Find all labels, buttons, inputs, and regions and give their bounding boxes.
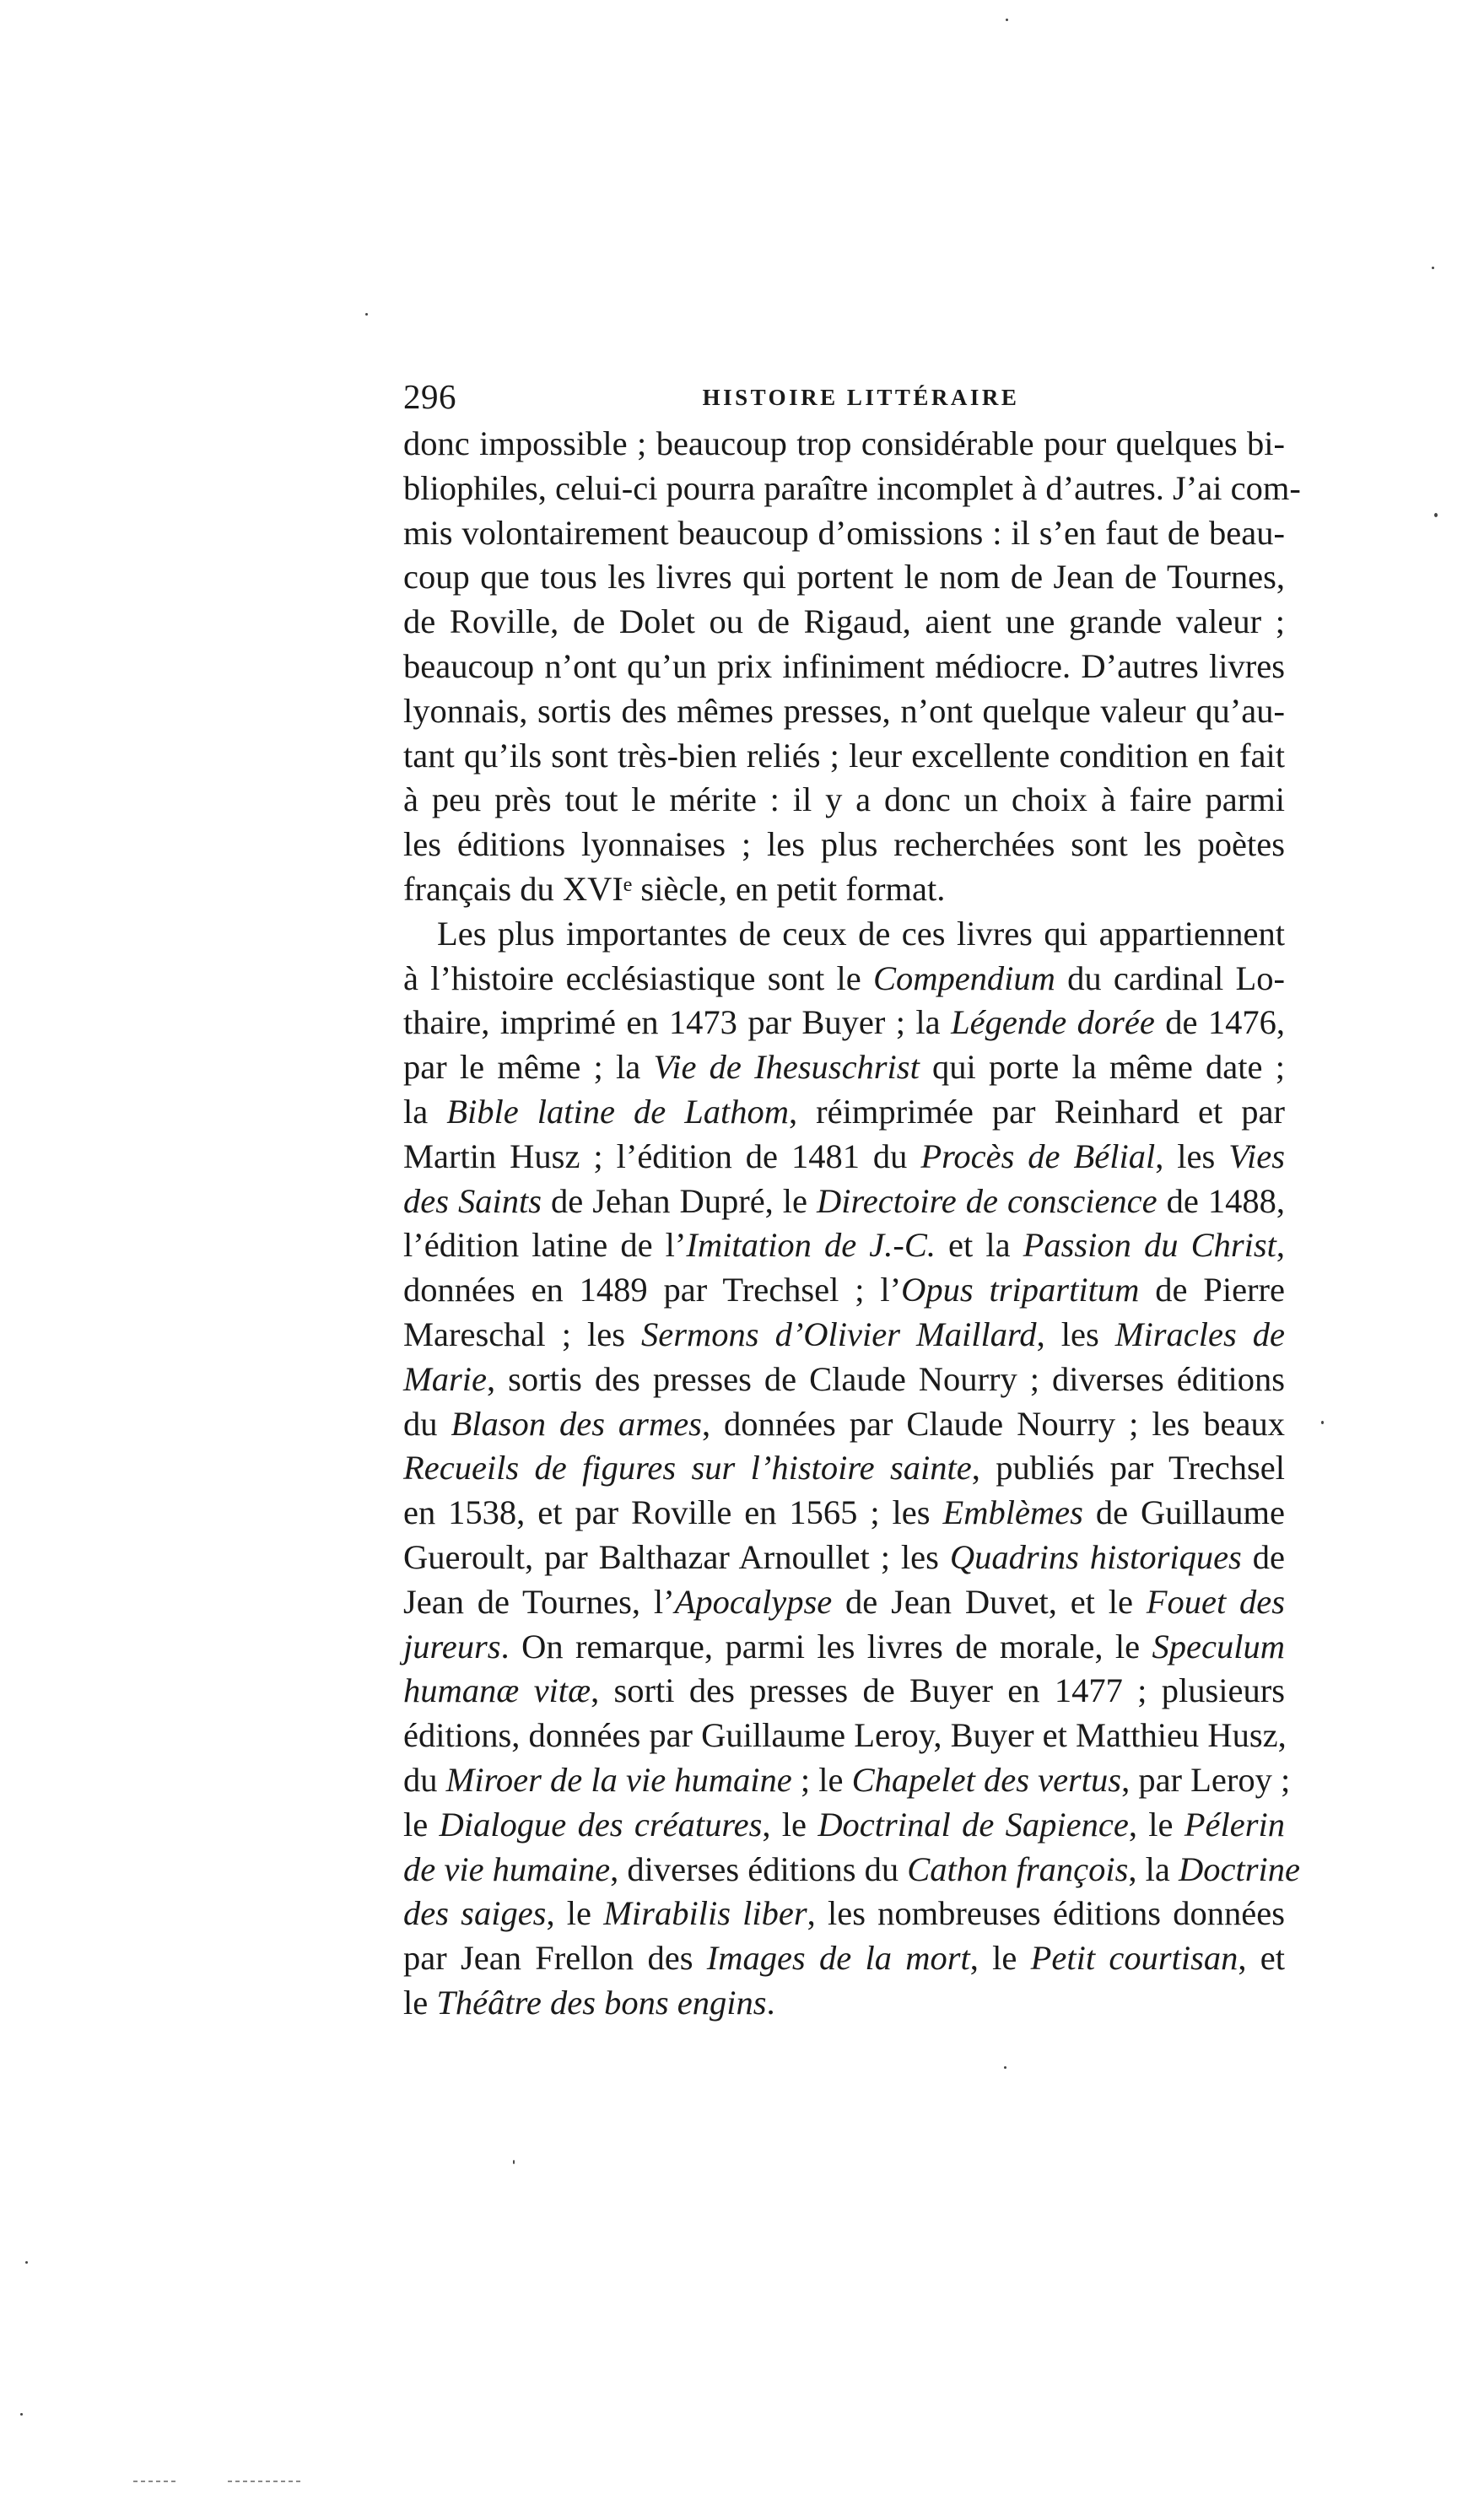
text-line [403,1625,1285,1670]
text-run: de Jehan Dupré, le [542,1181,818,1220]
italic-title: Opus tripartitum [901,1271,1140,1309]
italic-title: Cathon françois [907,1849,1129,1888]
italic-title: Directoire de conscience [817,1181,1158,1220]
italic-title: Légende dorée [951,1003,1155,1042]
text-run: , la [1128,1849,1179,1888]
text-run: en 1538, et par Roville en 1565 ; les [403,1493,943,1532]
text-line [403,1981,1285,2026]
text-line [403,823,1285,867]
text-run: bliophiles, celui-ci pourra paraître incomplet à d’autres. J’ai com- [403,468,1301,507]
text-run: , données par Claude Nourry ; les beaux [701,1404,1285,1443]
text-line [403,1536,1285,1580]
text-run: , le [546,1894,604,1933]
text-run: de 1488, [1157,1181,1285,1220]
italic-title: Vies [1228,1136,1285,1175]
text-line [403,1001,1285,1045]
text-run: . [766,1983,775,2022]
italic-title: Marie [403,1359,487,1398]
text-run: lyonnais, sortis des mêmes presses, n’ont quelque valeur qu’au- [403,691,1285,730]
text-run: de Roville, de Dolet ou de Rigaud, aient une grande valeur ; [403,602,1285,641]
text-line [403,1669,1285,1714]
page-number: 296 [403,377,456,416]
italic-title: Apocalypse [674,1582,833,1621]
text-line [403,467,1301,511]
text-line [403,1758,1291,1803]
text-run: Martin Husz ; l’édition de 1481 du [403,1136,921,1175]
italic-title: Imitation de J.-C. [686,1226,936,1265]
text-line [403,1446,1285,1491]
italic-title: Dialogue des créatures [439,1805,763,1844]
scan-speck [513,2160,515,2164]
text-line [403,1090,1285,1135]
italic-title: Doctrinal de Sapience [818,1805,1129,1844]
text-line [403,1892,1285,1936]
italic-title: jureurs [403,1627,501,1666]
italic-title: Vie de Ihesuschrist [653,1048,920,1087]
italic-title: Chapelet des vertus [851,1760,1122,1799]
text-run: mis volontairement beaucoup d’omissions : il s’en faut de beau- [403,513,1285,552]
text-run: par Jean Frellon des [403,1939,707,1978]
italic-title: Petit courtisan [1030,1939,1238,1978]
scan-speck [365,313,368,316]
text-run: Mareschal ; les [403,1315,642,1353]
italic-title: Quadrins historiques [949,1537,1242,1576]
text-run: , réimprimée par Reinhard et par [789,1092,1285,1131]
scan-speck [1006,19,1008,21]
text-line [403,689,1285,734]
text-run: thaire, imprimé en 1473 par Buyer ; la [403,1003,952,1042]
text-run: le [403,1805,440,1844]
italic-title: des Saints [403,1181,542,1220]
text-run: , publiés par Trechsel [971,1449,1285,1487]
text-line [403,1803,1285,1848]
text-run: par le même ; la [403,1048,654,1087]
italic-title: Doctrine [1179,1849,1300,1888]
text-line [403,645,1285,689]
text-run: Jean de Tournes, l’ [403,1582,675,1621]
italic-title: Blason des armes [451,1404,702,1443]
text-run: de Guillaume [1082,1493,1285,1532]
text-line [403,511,1285,556]
italic-title: Miroer de la vie humaine [445,1760,792,1799]
text-line [403,734,1285,779]
text-line [403,1580,1285,1625]
text-run: l’édition latine de l’ [403,1226,687,1265]
italic-title: Miracles de [1114,1315,1285,1353]
text-run: donc impossible ; beaucoup trop considérable pour quelques bi- [403,424,1285,462]
italic-title: Bible latine de Lathom [446,1092,790,1131]
text-line [403,1848,1300,1892]
paragraph-2 [403,912,1300,2026]
text-line [403,1714,1285,1758]
text-run: , les nombreuses éditions données [807,1894,1285,1933]
text-run: , les [1155,1136,1229,1175]
text-run: éditions, données par Guillaume Leroy, Buyer et Matthieu Husz, [403,1716,1287,1755]
text-run: du cardinal Lo- [1055,958,1285,997]
text-run: tant qu’ils sont très-bien reliés ; leur excellente condition en fait [403,736,1285,775]
italic-title: Images de la mort [706,1939,970,1978]
italic-title: de vie humaine [403,1849,611,1888]
text-run: , diverses éditions du [610,1849,908,1888]
bottom-scan-rule [133,2481,175,2482]
text-run: données en 1489 par Trechsel ; l’ [403,1271,902,1309]
italic-title: Pélerin [1184,1805,1286,1844]
text-line [403,600,1285,645]
body-text [403,422,1301,2026]
text-line [403,1358,1285,1402]
text-run: , les [1036,1315,1115,1353]
italic-title: des saiges [403,1894,547,1933]
text-run: beaucoup n’ont qu’un prix infiniment médiocre. D’autres livres [403,646,1285,685]
running-title: HISTOIRE LITTÉRAIRE [702,385,1020,410]
text-run: Les plus importantes de ceux de ces livres qui appartiennent [437,914,1285,953]
text-line [403,1402,1285,1447]
text-run: de [1241,1537,1285,1576]
text-line [403,1180,1285,1224]
italic-title: Théâtre des bons engins [436,1983,767,2022]
scan-speck [20,2413,23,2416]
text-line [403,778,1285,823]
scan-speck [25,2261,28,2264]
text-run: , par Leroy ; [1121,1760,1291,1799]
text-line [403,1135,1285,1180]
italic-title: Fouet des [1146,1582,1285,1621]
italic-title: Compendium [872,958,1055,997]
text-run: , le [969,1939,1031,1978]
text-line [403,555,1285,600]
italic-title: Passion du Christ [1023,1226,1276,1265]
text-run: ; le [791,1760,852,1799]
text-run: qui porte la même date ; [919,1048,1285,1087]
text-line [403,1268,1285,1313]
text-line [403,1045,1285,1090]
text-line [403,912,1285,957]
text-run: , sorti des presses de Buyer en 1477 ; plusieurs [591,1671,1285,1710]
italic-title: Sermons d’Olivier Maillard [641,1315,1037,1353]
bottom-scan-rule [228,2481,302,2482]
text-run: , le [1128,1805,1185,1844]
italic-title: Mirabilis liber [603,1894,807,1933]
paragraph-1 [403,422,1301,912]
text-line [403,1491,1285,1536]
scan-speck [1432,267,1434,269]
italic-title: humanæ vitæ [403,1671,591,1710]
text-run: de 1476, [1154,1003,1286,1042]
text-line [403,1313,1285,1358]
italic-title: Procès de Bélial [920,1136,1156,1175]
text-run: français du XVIᵉ siècle, en petit format. [403,869,946,908]
text-run: , et [1238,1939,1285,1978]
text-run: , sortis des presses de Claude Nourry ; diverses éditions [486,1359,1285,1398]
text-run: coup que tous les livres qui portent le nom de Jean de Tournes, [403,558,1285,597]
text-run: de Jean Duvet, et le [832,1582,1147,1621]
text-line [403,422,1285,467]
text-run: du [403,1760,446,1799]
text-run: à peu près tout le mérite : il y a donc un choix à faire parmi [403,780,1285,819]
running-head [403,371,1285,422]
text-run: et la [935,1226,1023,1265]
text-run: à l’histoire ecclésiastique sont le [403,958,873,997]
italic-title: Speculum [1152,1627,1285,1666]
text-run: le [403,1983,437,2022]
text-run: . On remarque, parmi les livres de morale, le [500,1627,1152,1666]
text-run: , le [762,1805,818,1844]
text-run: Gueroult, par Balthazar Arnoullet ; les [403,1537,950,1576]
italic-title: Emblèmes [942,1493,1083,1532]
scan-speck [1434,513,1438,517]
scan-speck [1321,1421,1324,1424]
text-run: la [403,1092,447,1131]
text-run: les éditions lyonnaises ; les plus recherchées sont les poètes [403,825,1285,864]
text-line [403,1223,1285,1268]
text-run: du [403,1404,451,1443]
text-run: de Pierre [1139,1271,1286,1309]
italic-title: Recueils de figures sur l’histoire sainte [403,1449,972,1487]
scan-speck [1004,2066,1006,2069]
text-run: , [1276,1226,1285,1265]
text-line [403,867,1285,912]
text-line [403,1936,1285,1981]
text-line [403,957,1285,1001]
